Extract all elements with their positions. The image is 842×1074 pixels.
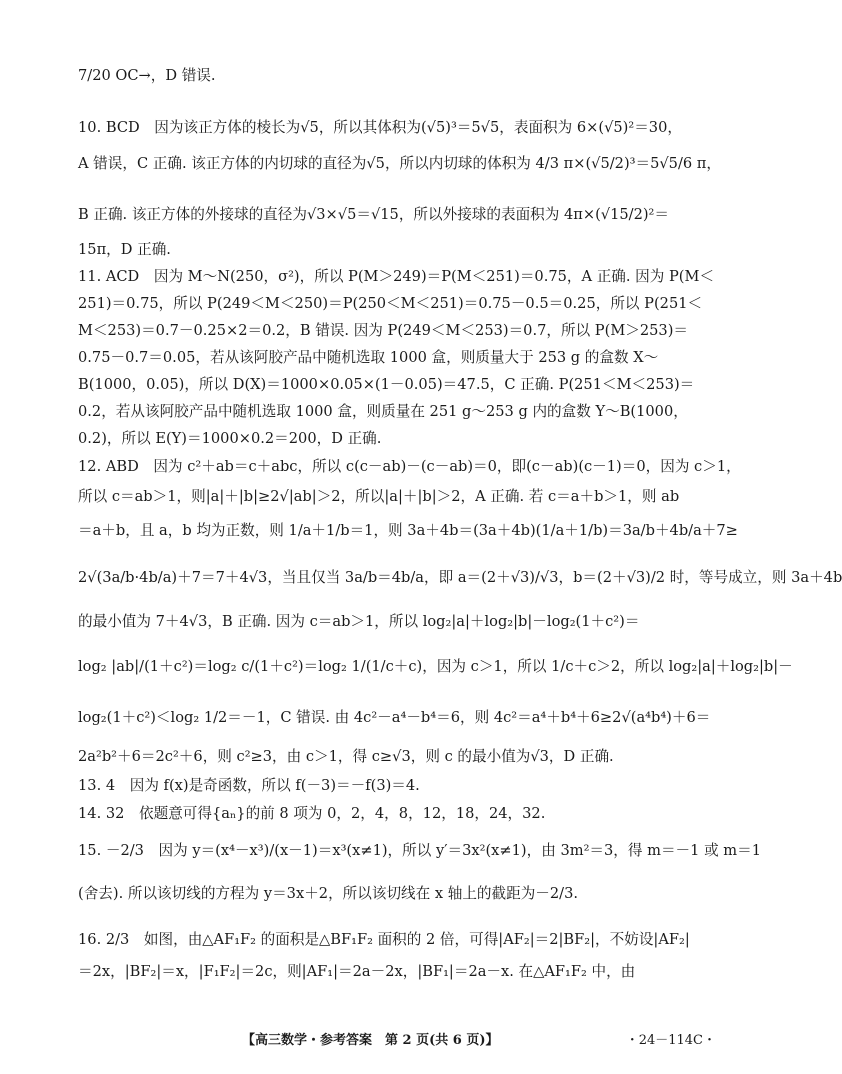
text-line: 0.75－0.7＝0.05，若从该阿胶产品中随机选取 1000 盒，则质量大于 253 g 的盒数 X～ <box>78 349 659 366</box>
page-footer <box>0 1030 764 1052</box>
text-line: ＝2x，|BF₂|＝x，|F₁F₂|＝2c，则|AF₁|＝2a－2x，|BF₁|＝2a－x. 在△AF₁F₂ 中，由 <box>78 963 636 980</box>
question-15-line: 15. －2/3 因为 y＝(x⁴－x³)/(x－1)＝x³(x≠1)，所以 y′＝3x²(x≠1)，由 3m²＝3，得 m＝－1 或 m＝1 <box>78 842 762 859</box>
text-line: 0.2)，所以 E(Y)＝1000×0.2＝200，D 正确. <box>78 430 382 447</box>
question-10-line: 10. BCD 因为该正方体的棱长为√5，所以其体积为(√5)³＝5√5，表面积为 6×(√5)²＝30， <box>78 119 682 136</box>
text-line: B 正确. 该正方体的外接球的直径为√3×√5＝√15，所以外接球的表面积为 4π×(√15/2)²＝ <box>78 206 669 223</box>
question-14-line: 14. 32 依题意可得{aₙ}的前 8 项为 0，2，4，8，12，18，24，32. <box>78 805 546 822</box>
footer-code: ・24－114C・ <box>625 1033 716 1048</box>
text-line: (舍去). 所以该切线的方程为 y＝3x＋2，所以该切线在 x 轴上的截距为－2/3. <box>78 885 579 902</box>
question-12-line: 12. ABD 因为 c²＋ab＝c＋abc，所以 c(c－ab)－(c－ab)＝0，即(c－ab)(c－1)＝0，因为 c＞1， <box>78 458 741 475</box>
text-line: 2a²b²＋6＝2c²＋6，则 c²≥3，由 c＞1，得 c≥√3，则 c 的最小值为√3，D 正确. <box>78 748 614 765</box>
text-line: ＝a＋b，且 a，b 均为正数，则 1/a＋1/b＝1，则 3a＋4b＝(3a＋4b)(1/a＋1/b)＝3a/b＋4b/a＋7≥ <box>78 522 738 539</box>
text-line: 所以 c＝ab＞1，则|a|＋|b|≥2√|ab|＞2，所以|a|＋|b|＞2，A 正确. 若 c＝a＋b＞1，则 ab <box>78 488 680 505</box>
text-line: B(1000，0.05)，所以 D(X)＝1000×0.05×(1－0.05)＝47.5，C 正确. P(251＜M＜253)＝ <box>78 376 695 393</box>
question-13-line: 13. 4 因为 f(x)是奇函数，所以 f(－3)＝－f(3)＝4. <box>78 777 420 794</box>
text-line: 15π，D 正确. <box>78 241 171 258</box>
text-line: M＜253)＝0.7－0.25×2＝0.2，B 错误. 因为 P(249＜M＜253)＝0.7，所以 P(M＞253)＝ <box>78 322 689 339</box>
text-line: A 错误，C 正确. 该正方体的内切球的直径为√5，所以内切球的体积为 4/3 π×(√5/2)³＝5√5/6 π， <box>78 155 721 172</box>
text-line: 0.2，若从该阿胶产品中随机选取 1000 盒，则质量在 251 g～253 g 内的盒数 Y～B(1000， <box>78 403 688 420</box>
text-line: 7/20 OC→，D 错误. <box>78 67 216 84</box>
text-line: log₂ |ab|/(1＋c²)＝log₂ c/(1＋c²)＝log₂ 1/(1/c＋c)，因为 c＞1，所以 1/c＋c＞2，所以 log₂|a|＋log₂|b|－ <box>78 658 793 675</box>
footer-page-info: 【高三数学・参考答案 第 2 页(共 6 页)】 <box>242 1033 499 1048</box>
text-line: 的最小值为 7＋4√3，B 正确. 因为 c＝ab＞1，所以 log₂|a|＋log₂|b|－log₂(1＋c²)＝ <box>78 613 640 630</box>
question-16-line: 16. 2/3 如图，由△AF₁F₂ 的面积是△BF₁F₂ 面积的 2 倍，可得|AF₂|＝2|BF₂|，不妨设|AF₂| <box>78 931 690 948</box>
text-line: 251)＝0.75，所以 P(249＜M＜250)＝P(250＜M＜251)＝0.75－0.5＝0.25，所以 P(251＜ <box>78 295 703 312</box>
question-11-line: 11. ACD 因为 M～N(250，σ²)，所以 P(M＞249)＝P(M＜251)＝0.75，A 正确. 因为 P(M＜ <box>78 268 715 285</box>
text-line: log₂(1＋c²)＜log₂ 1/2＝－1，C 错误. 由 4c²－a⁴－b⁴＝6，则 4c²＝a⁴＋b⁴＋6≥2√(a⁴b⁴)＋6＝ <box>78 709 711 726</box>
text-line: 2√(3a/b·4b/a)＋7＝7＋4√3，当且仅当 3a/b＝4b/a，即 a＝(2＋√3)/√3，b＝(2＋√3)/2 时，等号成立，则 3a＋4b <box>78 569 842 586</box>
